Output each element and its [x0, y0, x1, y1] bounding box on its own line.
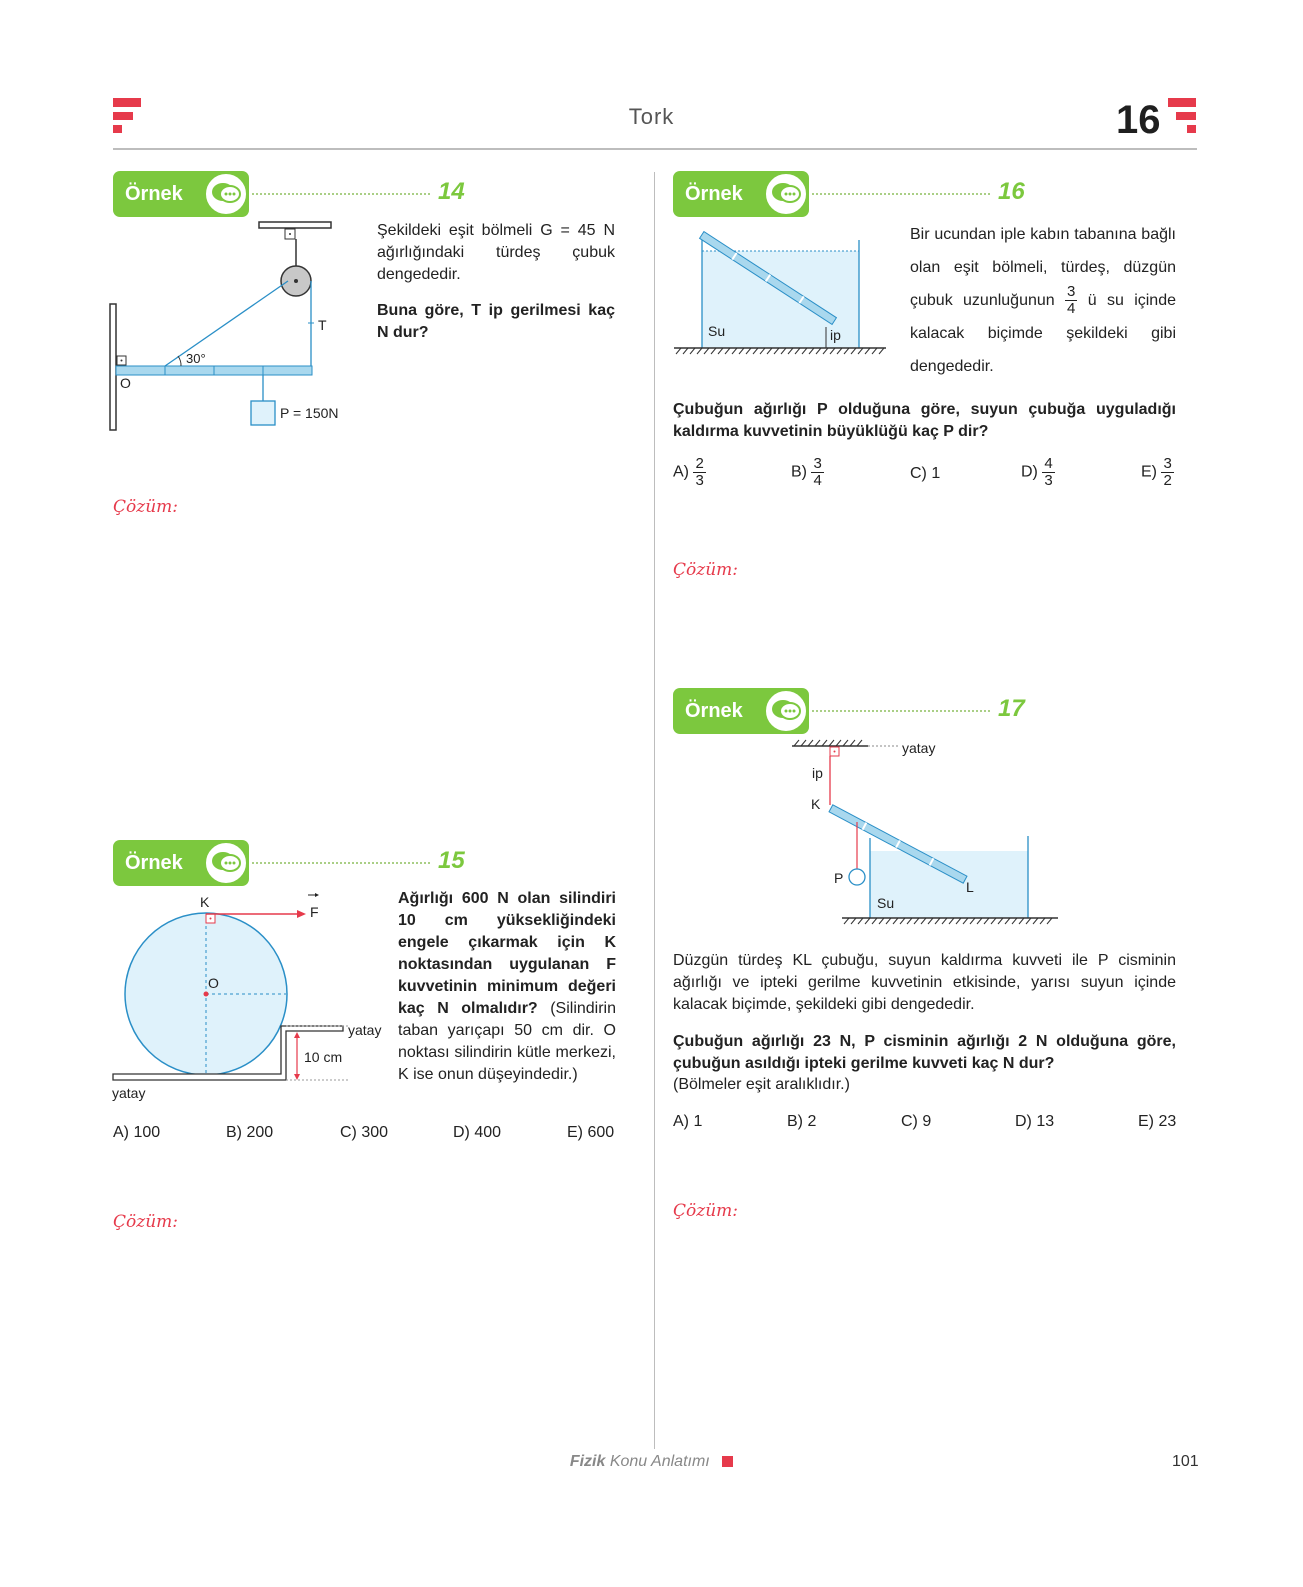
dotted-leader [812, 710, 990, 712]
text-part-2: ü su içinde kalacak biçimde şekildeki gibi dengededir. [910, 292, 1176, 376]
example-number: 15 [438, 847, 465, 874]
label-k: K [200, 894, 210, 910]
dotted-leader [252, 193, 430, 195]
option-a[interactable]: A) 1 [673, 1113, 703, 1130]
chat-bubble-icon [203, 171, 249, 217]
example-question: Çubuğun ağırlığı P olduğuna göre, suyun çubuğa uyguladığı kaldırma kuvvetinin büyüklüğü kaç P dir? [673, 401, 1176, 440]
label-l: L [966, 879, 974, 895]
dotted-leader [252, 862, 430, 864]
page-title: Tork [628, 104, 675, 129]
option-c[interactable]: C) 9 [901, 1113, 932, 1130]
label-ip: ip [830, 327, 841, 343]
solution-label: Çözüm: [113, 497, 178, 517]
book-title-subject: Fizik [569, 1453, 606, 1470]
fraction-three-quarters: $\frac{3}{4}$ [1067, 283, 1076, 318]
example-badge: Örnek [113, 840, 249, 886]
column-divider [654, 172, 655, 1449]
label-o: O [208, 975, 219, 991]
option-d[interactable]: D) 400 [453, 1124, 502, 1141]
example-note: (Bölmeler eşit aralıklıdır.) [673, 1076, 850, 1093]
example-number: 17 [998, 695, 1025, 722]
example-number: 14 [438, 178, 465, 205]
figure-16 [672, 220, 892, 360]
solution-label: Çözüm: [673, 560, 738, 580]
dotted-leader [812, 193, 990, 195]
example-question: Buna göre, T ip gerilmesi kaç N dur? [377, 302, 615, 341]
example-text [910, 218, 1176, 383]
label-f: F [310, 904, 319, 920]
solution-label: Çözüm: [673, 1201, 738, 1221]
label-ip: ip [812, 765, 823, 781]
figure-17 [790, 738, 1065, 933]
page-number: 101 [1172, 1453, 1199, 1470]
option-e[interactable]: E) 600 [567, 1124, 615, 1141]
example-note: (Silindirin taban yarıçapı 50 cm dir. O noktası silindirin kütle merkezi, K ise onun düşeyindedir.) [398, 1000, 616, 1083]
chat-bubble-icon [763, 688, 809, 734]
example-badge: Örnek [113, 171, 249, 217]
book-title-rest: Konu Anlatımı [609, 1453, 710, 1470]
example-text [398, 888, 616, 1086]
label-yatay-step: yatay [348, 1022, 382, 1038]
option-e[interactable]: E) 23 [1138, 1113, 1177, 1130]
example-question: Çubuğun ağırlığı 23 N, P cisminin ağırlığı 2 N olduğuna göre, çubuğun asıldığı ipteki gerilme kuvveti kaç N dur? [673, 1033, 1176, 1072]
example-question: Ağırlığı 600 N olan silindiri 10 cm yüksekliğindeki engele çıkarmak için K noktasından uygulanan F kuvvetinin minimum değeri kaç N olmalıdır? [398, 890, 616, 1017]
label-angle: 30° [186, 351, 206, 366]
label-k: K [811, 796, 821, 812]
unit-number: 16 [1116, 98, 1161, 142]
option-e[interactable]: E) $\frac{3}{2}$ [1141, 455, 1172, 489]
label-o: O [120, 375, 131, 391]
text-part-1: Bir ucundan iple kabın tabanına bağlı olan eşit bölmeli, türdeş, düzgün çubuk uzunluğunun [910, 226, 1176, 309]
chat-bubble-icon [763, 171, 809, 217]
option-a[interactable]: A) $\frac{2}{3}$ [673, 455, 704, 489]
figure-14 [108, 218, 368, 438]
option-c[interactable]: C) 300 [340, 1124, 389, 1141]
option-b[interactable]: B) 2 [787, 1113, 817, 1130]
label-su: Su [877, 895, 895, 911]
label-height: 10 cm [304, 1049, 343, 1065]
label-su: Su [708, 323, 726, 339]
chat-bubble-icon [203, 840, 249, 886]
option-c[interactable]: C) 1 [910, 465, 941, 482]
example-text: Şekildeki eşit bölmeli G = 45 N ağırlığındaki türdeş çubuk dengededir. [377, 222, 615, 283]
example-number: 16 [998, 178, 1025, 205]
option-b[interactable]: B) 200 [226, 1124, 274, 1141]
option-a[interactable]: A) 100 [113, 1124, 161, 1141]
figure-15 [108, 890, 398, 1110]
example-text: Düzgün türdeş KL çubuğu, suyun kaldırma kuvveti ile P cisminin ağırlığı ve ipteki gerilme kuvvetinin etkisinde, yarısı suyun içinde kalacak biçimde, şekildeki gibi dengededir. [673, 952, 1176, 1013]
option-d[interactable]: D) 13 [1015, 1113, 1055, 1130]
option-d[interactable]: D) $\frac{4}{3}$ [1021, 455, 1053, 489]
example-badge: Örnek [673, 171, 809, 217]
label-p: P = 150N [280, 405, 339, 421]
brand-logo-right [1168, 98, 1196, 134]
label-p: P [834, 870, 844, 886]
footer-square-icon [722, 1456, 733, 1467]
example-badge: Örnek [673, 688, 809, 734]
label-yatay: yatay [902, 740, 936, 756]
label-yatay-floor: yatay [112, 1085, 146, 1101]
book-title [0, 1453, 1303, 1471]
option-b[interactable]: B) $\frac{3}{4}$ [791, 455, 822, 489]
header-rule [113, 148, 1197, 150]
label-t: T [318, 317, 327, 333]
solution-label: Çözüm: [113, 1212, 178, 1232]
